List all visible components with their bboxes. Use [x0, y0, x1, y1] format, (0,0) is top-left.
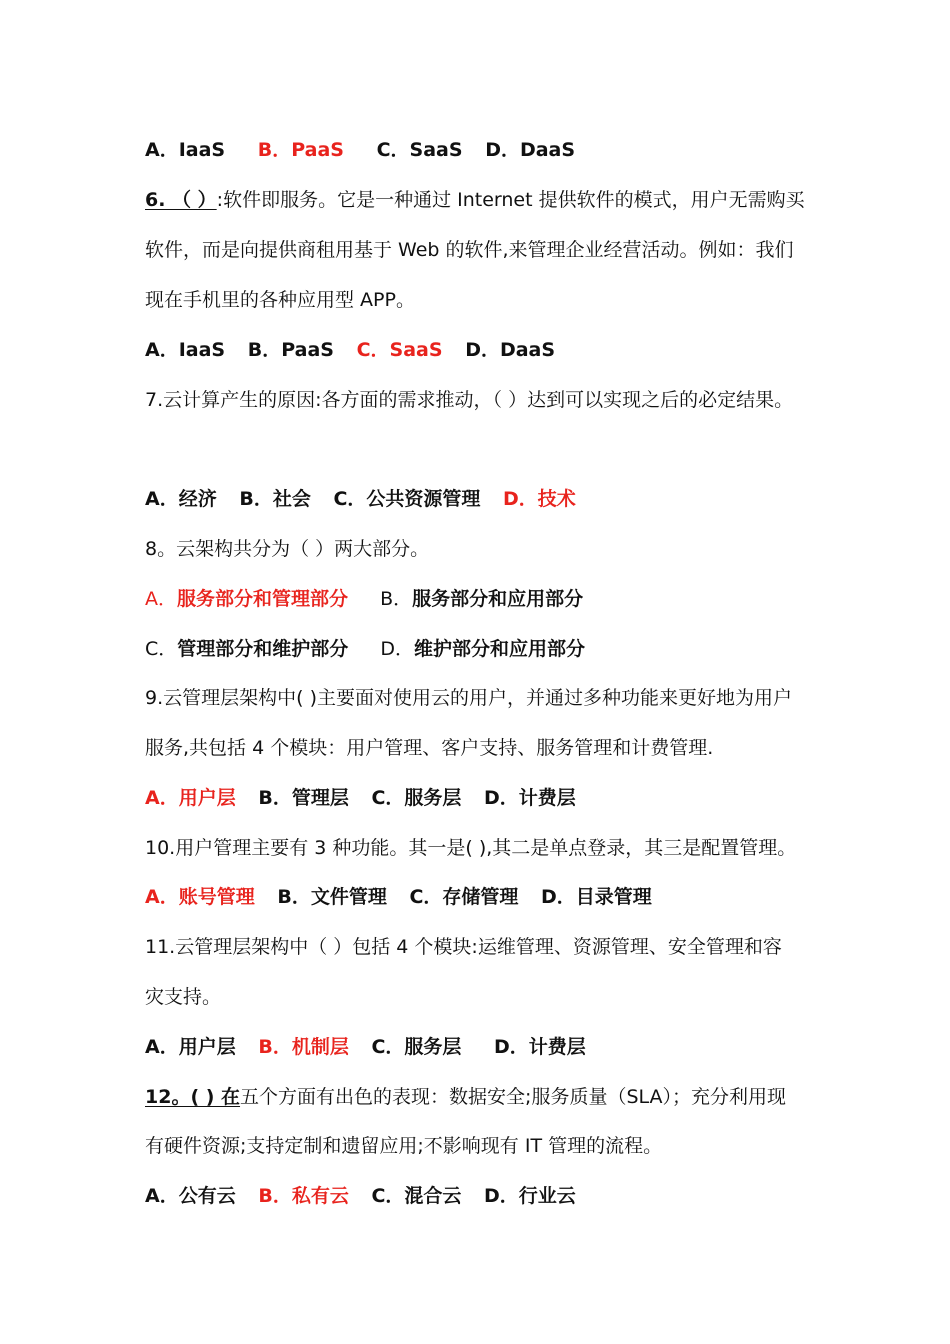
q6-option-a: A．IaaS [145, 339, 226, 361]
q5-option-d: D．DaaS [485, 139, 576, 161]
q11-option-c: C．服务层 [371, 1036, 462, 1058]
q11-line-2: 灾支持。 [145, 986, 222, 1008]
q9-line-2: 服务,共包括 4 个模块：用户管理、客户支持、服务管理和计费管理. [145, 737, 714, 759]
q6-line-1 [145, 186, 825, 214]
q10-option-b: B．文件管理 [277, 886, 387, 908]
q8-option-d-letter: D． [380, 638, 414, 660]
q12-option-c: C．混合云 [371, 1185, 462, 1207]
q5-option-b-answer: B．PaaS [257, 139, 344, 161]
q8-options-cd [145, 635, 825, 663]
q6-line-3: 现在手机里的各种应用型 APP。 [145, 289, 415, 311]
q8-options-ab [145, 585, 825, 613]
q9-option-c: C．服务层 [371, 787, 462, 809]
q7-line-1: 7.云计算产生的原因:各方面的需求推动，（ ）达到可以实现之后的必定结果。 [145, 389, 794, 411]
q12-text-1: 五个方面有出色的表现：数据安全;服务质量（SLA）；充分利用现 [240, 1086, 787, 1108]
q8-option-c-letter: C． [145, 638, 178, 660]
q12-options [145, 1182, 825, 1210]
q12-line-1 [145, 1083, 825, 1111]
q12-number: 12。( ) 在 [145, 1086, 241, 1108]
q10-options [145, 883, 825, 911]
q12-option-a: A．公有云 [145, 1185, 236, 1207]
q6-option-c-answer: C．SaaS [356, 339, 443, 361]
q12-line-2: 有硬件资源;支持定制和遗留应用;不影响现有 IT 管理的流程。 [145, 1135, 663, 1157]
q6-options [145, 336, 825, 364]
q11-option-b-answer: B．机制层 [258, 1036, 349, 1058]
q7-option-b: B．社会 [239, 488, 311, 510]
q9-options [145, 784, 825, 812]
q8-option-b-letter: B． [380, 588, 413, 610]
q10-option-a-answer: A．账号管理 [145, 886, 255, 908]
q8-option-a-answer: 服务部分和管理部分 [177, 588, 349, 610]
q7-option-d-answer: D．技术 [503, 488, 576, 510]
q11-line-1: 11.云管理层架构中（ ）包括 4 个模块:运维管理、资源管理、安全管理和容 [145, 936, 782, 958]
q9-option-a-answer: A．用户层 [145, 787, 236, 809]
q8-option-a-letter: A． [145, 588, 177, 610]
q9-line-1: 9.云管理层架构中( )主要面对使用云的用户，并通过多种功能来更好地为用户 [145, 687, 792, 709]
q10-option-c: C．存储管理 [409, 886, 519, 908]
q11-options [145, 1033, 825, 1061]
q5-option-c: C．SaaS [376, 139, 463, 161]
q7-option-a: A．经济 [145, 488, 217, 510]
q6-number: 6. （ ） [145, 189, 217, 211]
q8-line-1: 8。云架构共分为（ ）两大部分。 [145, 538, 430, 560]
q7-options [145, 485, 825, 513]
q12-option-b-answer: B．私有云 [258, 1185, 349, 1207]
q11-option-d: D．计费层 [494, 1036, 586, 1058]
q10-option-d: D．目录管理 [541, 886, 652, 908]
q7-option-c: C．公共资源管理 [333, 488, 481, 510]
q8-option-d: 维护部分和应用部分 [413, 638, 585, 660]
q9-option-d: D．计费层 [484, 787, 576, 809]
q6-text-1: :软件即服务。它是一种通过 Internet 提供软件的模式，用户无需购买 [216, 189, 805, 211]
q8-option-c: 管理部分和维护部分 [177, 638, 349, 660]
q5-option-a: A．IaaS [145, 139, 226, 161]
q6-option-b: B．PaaS [247, 339, 334, 361]
q8-option-b: 服务部分和应用部分 [412, 588, 584, 610]
q12-option-d: D．行业云 [484, 1185, 576, 1207]
q10-line-1: 10.用户管理主要有 3 种功能。其一是( ),其二是单点登录，其三是配置管理。 [145, 837, 797, 859]
q11-option-a: A．用户层 [145, 1036, 236, 1058]
q9-option-b: B．管理层 [258, 787, 349, 809]
q5-options [145, 136, 825, 164]
q6-option-d: D．DaaS [465, 339, 556, 361]
q6-line-2: 软件，而是向提供商租用基于 Web 的软件,来管理企业经营活动。例如：我们 [145, 239, 794, 261]
